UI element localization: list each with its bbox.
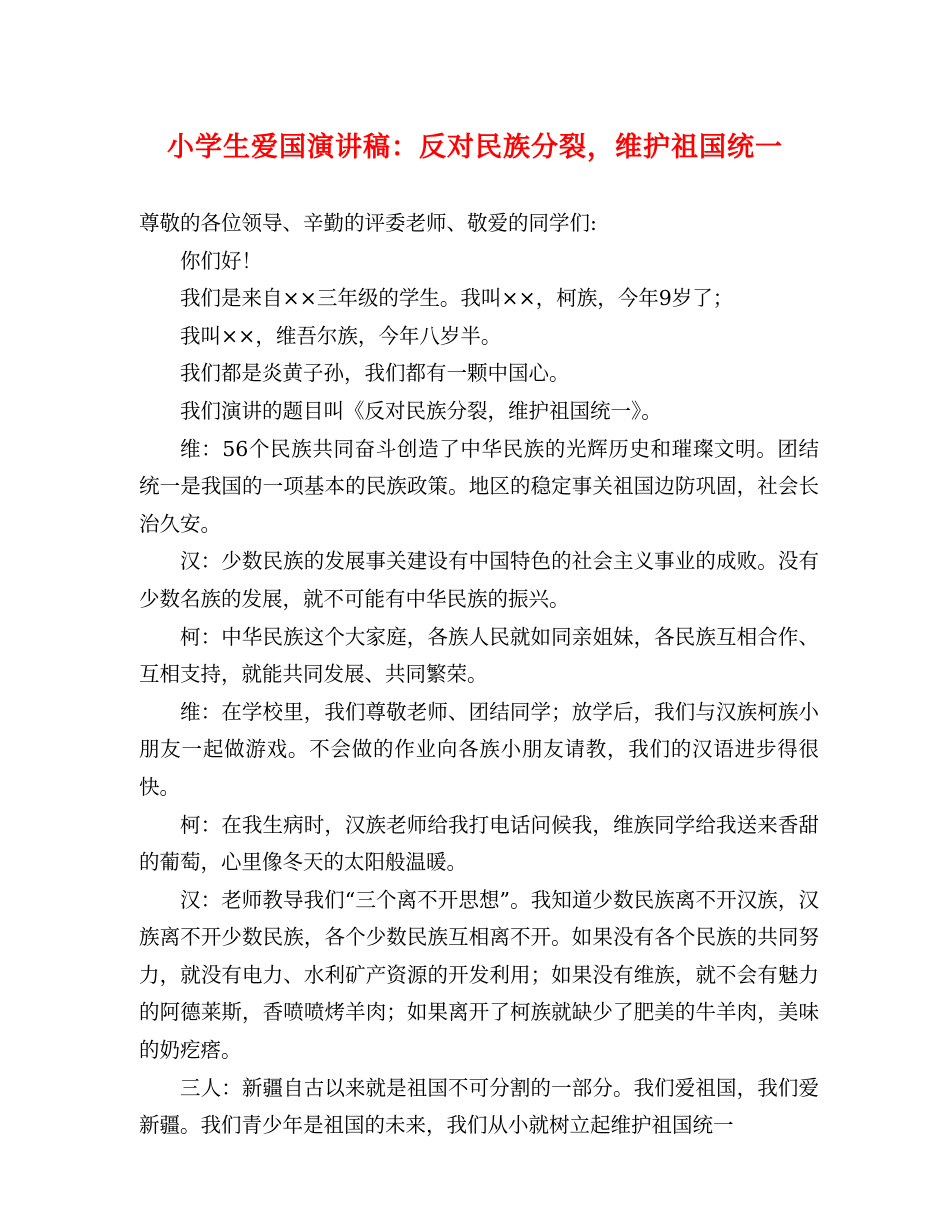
body-paragraph: 我们演讲的题目叫《反对民族分裂，维护祖国统一》。 [180, 398, 662, 423]
body-paragraph: 柯：中华民族这个大家庭，各族人民就如同亲姐妹，各民族互相合作、互相支持，就能共同发展、共同繁荣。 [139, 624, 819, 687]
speech-body [139, 205, 819, 1145]
body-paragraph: 维：在学校里，我们尊敬老师、团结同学；放学后，我们与汉族柯族小朋友一起做游戏。不会做的作业向各族小朋友请教，我们的汉语进步得很快。 [139, 699, 819, 799]
body-paragraph: 我们是来自××三年级的学生。我叫××，柯族，今年9岁了； [180, 286, 734, 311]
body-paragraph: 我叫××，维吾尔族，今年八岁半。 [180, 323, 502, 348]
body-paragraph: 我们都是炎黄子孙，我们都有一颗中国心。 [180, 361, 570, 386]
body-paragraph: 你们好！ [180, 248, 262, 273]
body-paragraph: 柯：在我生病时，汉族老师给我打电话问候我，维族同学给我送来香甜的葡萄，心里像冬天的太阳般温暖。 [139, 812, 819, 875]
body-paragraph: 汉：老师教导我们“三个离不开思想”。我知道少数民族离不开汉族，汉族离不开少数民族，各个少数民族互相离不开。如果没有各个民族的共同努力，就没有电力、水利矿产资源的开发利用；如果没有维族，就不会有魅力的阿德莱斯，香喷喷烤羊肉；如果离开了柯族就缺少了肥美的牛羊肉，美味的奶疙瘩。 [139, 887, 819, 1063]
body-paragraph: 汉：少数民族的发展事关建设有中国特色的社会主义事业的成败。没有少数名族的发展，就不可能有中华民族的振兴。 [139, 549, 819, 611]
document-title: 小学生爱国演讲稿：反对民族分裂，维护祖国统一 [167, 132, 783, 163]
salutation-paragraph: 尊敬的各位领导、辛勤的评委老师、敬爱的同学们: [139, 211, 597, 235]
body-paragraph: 维：56个民族共同奋斗创造了中华民族的光辉历史和璀璨文明。团结统一是我国的一项基本的民族政策。地区的稳定事关祖国边防巩固，社会长治久安。 [139, 436, 819, 536]
body-paragraph: 三人：新疆自古以来就是祖国不可分割的一部分。我们爱祖国，我们爱新疆。我们青少年是祖国的未来，我们从小就树立起维护祖国统一 [139, 1075, 819, 1138]
